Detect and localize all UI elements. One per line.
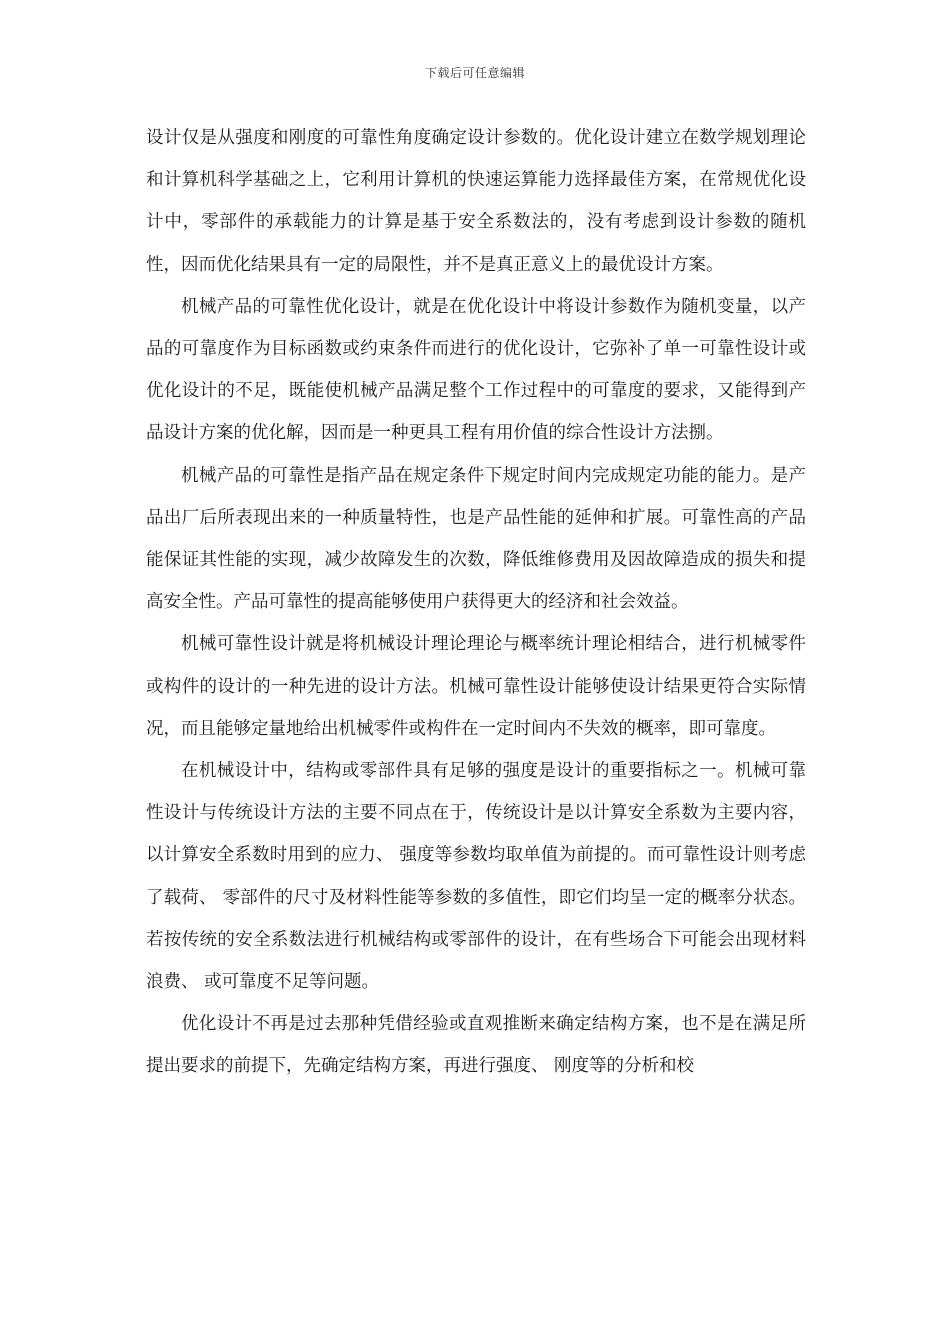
paragraph-1: 设计仅是从强度和刚度的可靠性角度确定设计参数的。优化设计建立在数学规划理论和计算机科学基础之上，它利用计算机的快速运算能力选择最佳方案，在常规优化设计中，零部件的承载能力的计算是基于安全系数法的，没有考虑到设计参数的随机性，因而优化结果具有一定的局限性，并不是真正意义上的最优设计方案。 (146, 128, 806, 275)
paragraph-5: 在机械设计中，结构或零部件具有足够的强度是设计的重要指标之一。机械可靠性设计与传统设计方法的主要不同点在于，传统设计是以计算安全系数为主要内容，以计算安全系数时用到的应力、 强度等参数均取单值为前提的。而可靠性设计则考虑了载荷、 零部件的尺寸及材料性能等参数的多值性，即它们均呈一定的概率分状态。若按传统的安全系数法进行机械结构或零部件的设计，在有些场合下可能会出现材料浪费、 或可靠度不足等问题。 (146, 761, 806, 993)
paragraph-4: 机械可靠性设计就是将机械设计理论理论与概率统计理论相结合，进行机械零件或构件的设计的一种先进的设计方法。机械可靠性设计能够使设计结果更符合实际情况，而且能够定量地给出机械零件或构件在一定时间内不失效的概率，即可靠度。 (146, 634, 806, 739)
paragraph-3: 机械产品的可靠性是指产品在规定条件下规定时间内完成规定功能的能力。是产品出厂后所表现出来的一种质量特性，也是产品性能的延伸和扩展。可靠性高的产品能保证其性能的实现，减少故障发生的次数，降低维修费用及因故障造成的损失和提高安全性。产品可靠性的提高能够使用户获得更大的经济和社会效益。 (146, 465, 806, 613)
paragraph-2: 机械产品的可靠性优化设计，就是在优化设计中将设计参数作为随机变量，以产品的可靠度作为目标函数或约束条件而进行的优化设计，它弥补了单一可靠性设计或优化设计的不足，既能使机械产品满足整个工作过程中的可靠度的要求，又能得到产品设计方案的优化解，因而是一种更具工程有用价值的综合性设计方法捌。 (146, 296, 806, 444)
paragraph-6: 优化设计不再是过去那种凭借经验或直观推断来确定结构方案，也不是在满足所提出要求的前提下，先确定结构方案，再进行强度、 刚度等的分析和校 (146, 1014, 806, 1077)
document-body (146, 117, 806, 1088)
page-header: 下载后可任意编辑 (424, 66, 525, 80)
